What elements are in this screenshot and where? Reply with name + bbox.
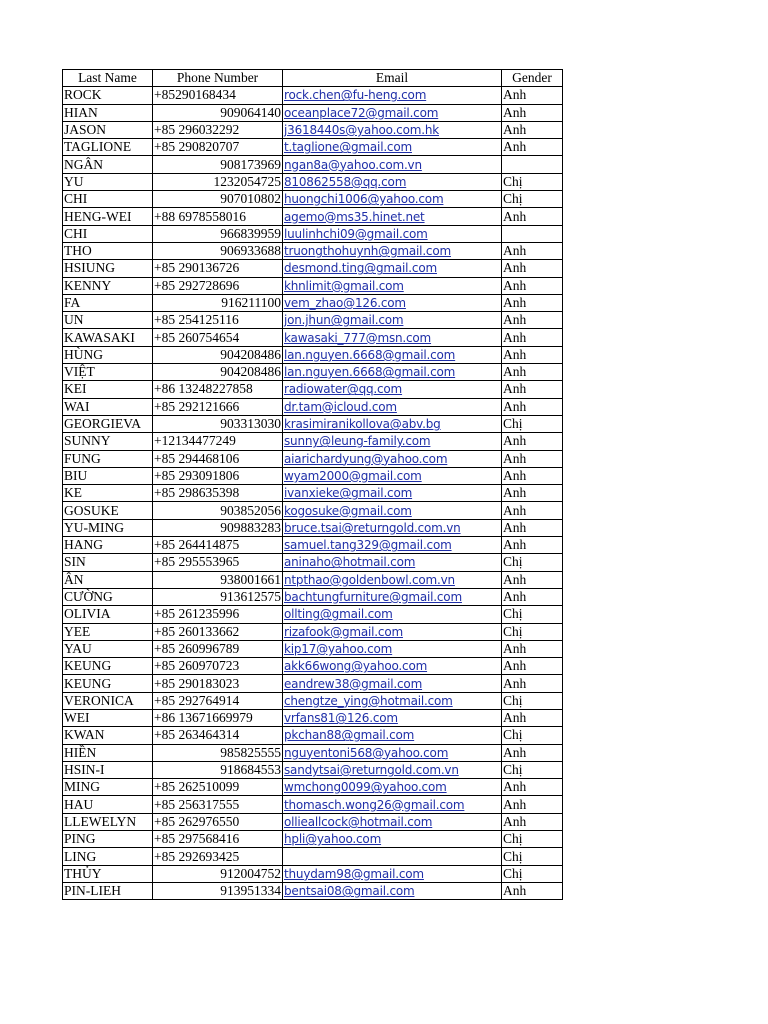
email-cell [283, 831, 502, 848]
last-name-cell: GEORGIEVA [63, 415, 153, 432]
email-link[interactable]: eandrew38@gmail.com [284, 676, 423, 691]
gender-cell: Chị [502, 173, 563, 190]
email-link[interactable]: lan.nguyen.6668@gmail.com [284, 365, 456, 380]
gender-cell: Anh [502, 329, 563, 346]
gender-cell: Anh [502, 121, 563, 138]
email-link[interactable]: wmchong0099@yahoo.com [284, 780, 447, 795]
table-row [63, 779, 563, 796]
email-link[interactable]: kip17@yahoo.com [284, 641, 393, 656]
table-row [63, 415, 563, 432]
gender-cell: Anh [502, 277, 563, 294]
table-row [63, 709, 563, 726]
email-cell [283, 467, 502, 484]
last-name-cell: THỦY [63, 865, 153, 882]
email-cell [283, 640, 502, 657]
phone-number-cell: +85 260996789 [153, 640, 283, 657]
table-row [63, 640, 563, 657]
phone-number-cell: +85 262976550 [153, 813, 283, 830]
gender-cell: Anh [502, 260, 563, 277]
email-link[interactable]: radiowater@qq.com [284, 382, 403, 397]
email-cell [283, 727, 502, 744]
phone-number-cell: +85 260754654 [153, 329, 283, 346]
gender-cell: Anh [502, 450, 563, 467]
gender-cell: Anh [502, 813, 563, 830]
table-row [63, 761, 563, 778]
table-row [63, 727, 563, 744]
email-link[interactable]: dr.tam@icloud.com [284, 399, 397, 414]
last-name-cell: SIN [63, 554, 153, 571]
phone-number-cell: +85 292121666 [153, 398, 283, 415]
last-name-cell: GOSUKE [63, 502, 153, 519]
email-link[interactable]: bachtungfurniture@gmail.com [284, 590, 462, 605]
last-name-cell: YAU [63, 640, 153, 657]
gender-cell: Anh [502, 537, 563, 554]
email-link[interactable]: lan.nguyen.6668@gmail.com [284, 347, 456, 362]
table-row [63, 588, 563, 605]
table-row [63, 623, 563, 640]
phone-number-cell: +85 296032292 [153, 121, 283, 138]
last-name-cell: HSIN-I [63, 761, 153, 778]
table-row [63, 398, 563, 415]
email-cell [283, 658, 502, 675]
phone-number-cell: +85 292728696 [153, 277, 283, 294]
email-cell [283, 398, 502, 415]
last-name-cell: NGÂN [63, 156, 153, 173]
last-name-cell: YU [63, 173, 153, 190]
gender-cell: Anh [502, 571, 563, 588]
last-name-cell: PING [63, 831, 153, 848]
table-row [63, 87, 563, 104]
email-cell [283, 277, 502, 294]
phone-number-cell: +85 295553965 [153, 554, 283, 571]
last-name-cell: FUNG [63, 450, 153, 467]
email-cell [283, 225, 502, 242]
email-cell [283, 554, 502, 571]
gender-cell: Anh [502, 364, 563, 381]
phone-number-cell: +85 292764914 [153, 692, 283, 709]
phone-number-cell: 1232054725 [153, 173, 283, 190]
gender-cell: Chị [502, 865, 563, 882]
email-cell [283, 156, 502, 173]
last-name-cell: UN [63, 312, 153, 329]
phone-number-cell: +85 290820707 [153, 139, 283, 156]
table-body [63, 87, 563, 900]
email-cell [283, 485, 502, 502]
last-name-cell: HSIUNG [63, 260, 153, 277]
last-name-cell: HENG-WEI [63, 208, 153, 225]
email-link[interactable]: ollieallcock@hotmail.com [284, 814, 433, 829]
email-link[interactable]: chengtze_ying@hotmail.com [284, 693, 453, 708]
email-link[interactable]: rizafook@gmail.com [284, 624, 403, 639]
table-row [63, 571, 563, 588]
email-cell [283, 692, 502, 709]
phone-number-cell: 906933688 [153, 242, 283, 259]
email-link[interactable]: 810862558@qq.com [284, 174, 407, 189]
email-link[interactable]: samuel.tang329@gmail.com [284, 538, 452, 553]
phone-number-cell: +85 256317555 [153, 796, 283, 813]
last-name-cell: VIỆT [63, 364, 153, 381]
column-header-last-name: Last Name [63, 70, 153, 87]
contacts-table [62, 69, 563, 900]
table-row [63, 813, 563, 830]
gender-cell: Chị [502, 191, 563, 208]
last-name-cell: HIAN [63, 104, 153, 121]
gender-cell: Anh [502, 312, 563, 329]
email-link[interactable]: oceanplace72@gmail.com [284, 105, 439, 120]
gender-cell: Anh [502, 640, 563, 657]
gender-cell: Anh [502, 242, 563, 259]
gender-cell: Chị [502, 606, 563, 623]
email-link[interactable]: luulinhchi09@gmail.com [284, 226, 428, 241]
email-cell [283, 865, 502, 882]
email-cell [283, 364, 502, 381]
email-cell [283, 882, 502, 899]
phone-number-cell: 912004752 [153, 865, 283, 882]
email-cell [283, 87, 502, 104]
email-cell [283, 761, 502, 778]
table-row [63, 831, 563, 848]
phone-number-cell: 966839959 [153, 225, 283, 242]
last-name-cell: WAI [63, 398, 153, 415]
gender-cell: Anh [502, 779, 563, 796]
table-row [63, 173, 563, 190]
table-row [63, 242, 563, 259]
table-row [63, 208, 563, 225]
last-name-cell: YU-MING [63, 519, 153, 536]
table-row [63, 658, 563, 675]
email-cell [283, 104, 502, 121]
gender-cell: Chị [502, 761, 563, 778]
table-row [63, 502, 563, 519]
email-cell [283, 312, 502, 329]
table-row [63, 104, 563, 121]
table-row [63, 139, 563, 156]
phone-number-cell: +85 260970723 [153, 658, 283, 675]
phone-number-cell: +85 260133662 [153, 623, 283, 640]
gender-cell: Anh [502, 502, 563, 519]
last-name-cell: JASON [63, 121, 153, 138]
email-link[interactable]: truongthohuynh@gmail.com [284, 244, 451, 259]
email-cell [283, 779, 502, 796]
phone-number-cell: 913612575 [153, 588, 283, 605]
email-cell [283, 346, 502, 363]
email-link[interactable]: rock.chen@fu-heng.com [284, 88, 427, 103]
last-name-cell: KWAN [63, 727, 153, 744]
table-row [63, 381, 563, 398]
phone-number-cell: 904208486 [153, 364, 283, 381]
last-name-cell: CHI [63, 191, 153, 208]
email-cell [283, 433, 502, 450]
email-link[interactable]: krasimiranikollova@abv.bg [284, 417, 441, 432]
phone-number-cell: 916211100 [153, 294, 283, 311]
last-name-cell: KAWASAKI [63, 329, 153, 346]
table-row [63, 554, 563, 571]
column-header-phone-number: Phone Number [153, 70, 283, 87]
table-row [63, 882, 563, 899]
phone-number-cell: +85290168434 [153, 87, 283, 104]
last-name-cell: CHI [63, 225, 153, 242]
gender-cell: Anh [502, 882, 563, 899]
phone-number-cell: +85 293091806 [153, 467, 283, 484]
email-link[interactable]: t.taglione@gmail.com [284, 140, 412, 155]
phone-number-cell: 913951334 [153, 882, 283, 899]
email-link[interactable]: thomasch.wong26@gmail.com [284, 797, 465, 812]
email-cell [283, 623, 502, 640]
gender-cell: Anh [502, 87, 563, 104]
email-cell [283, 242, 502, 259]
phone-number-cell: +12134477249 [153, 433, 283, 450]
table-row [63, 450, 563, 467]
gender-cell: Anh [502, 294, 563, 311]
gender-cell: Chị [502, 727, 563, 744]
column-header-gender: Gender [502, 70, 563, 87]
email-link[interactable]: kogosuke@gmail.com [284, 503, 412, 518]
email-cell [283, 744, 502, 761]
table-row [63, 848, 563, 865]
email-link[interactable]: nguyentoni568@yahoo.com [284, 745, 449, 760]
phone-number-cell: 903852056 [153, 502, 283, 519]
table-row [63, 467, 563, 484]
table-row [63, 537, 563, 554]
last-name-cell: HANG [63, 537, 153, 554]
last-name-cell: HIỀN [63, 744, 153, 761]
gender-cell: Anh [502, 588, 563, 605]
table-row [63, 329, 563, 346]
last-name-cell: LING [63, 848, 153, 865]
last-name-cell: MING [63, 779, 153, 796]
email-cell [283, 502, 502, 519]
phone-number-cell: 938001661 [153, 571, 283, 588]
table-row [63, 364, 563, 381]
gender-cell: Anh [502, 346, 563, 363]
table-row [63, 606, 563, 623]
email-link[interactable]: jon.jhun@gmail.com [284, 313, 404, 328]
gender-cell: Anh [502, 485, 563, 502]
email-cell [283, 208, 502, 225]
last-name-cell: KE [63, 485, 153, 502]
phone-number-cell: 903313030 [153, 415, 283, 432]
gender-cell: Anh [502, 658, 563, 675]
email-link[interactable]: aninaho@hotmail.com [284, 555, 416, 570]
table-row [63, 519, 563, 536]
phone-number-cell: +85 290136726 [153, 260, 283, 277]
gender-cell: Anh [502, 433, 563, 450]
gender-cell [502, 225, 563, 242]
gender-cell: Anh [502, 381, 563, 398]
gender-cell: Chị [502, 554, 563, 571]
last-name-cell: ÂN [63, 571, 153, 588]
table-row [63, 277, 563, 294]
email-link[interactable]: hpli@yahoo.com [284, 832, 382, 847]
email-cell [283, 813, 502, 830]
table-row [63, 744, 563, 761]
phone-number-cell: +85 297568416 [153, 831, 283, 848]
email-cell [283, 675, 502, 692]
email-link[interactable]: sunny@leung-family.com [284, 434, 431, 449]
gender-cell: Anh [502, 709, 563, 726]
last-name-cell: KEUNG [63, 658, 153, 675]
email-cell [283, 121, 502, 138]
gender-cell: Anh [502, 139, 563, 156]
email-link[interactable]: ntpthao@goldenbowl.com.vn [284, 572, 455, 587]
email-link[interactable]: thuydam98@gmail.com [284, 866, 424, 881]
gender-cell: Anh [502, 796, 563, 813]
phone-number-cell: +85 292693425 [153, 848, 283, 865]
table-row [63, 485, 563, 502]
email-link[interactable]: agemo@ms35.hinet.net [284, 209, 425, 224]
email-cell [283, 571, 502, 588]
last-name-cell: KENNY [63, 277, 153, 294]
phone-number-cell: +85 290183023 [153, 675, 283, 692]
email-cell [283, 329, 502, 346]
last-name-cell: KEI [63, 381, 153, 398]
email-link[interactable]: bruce.tsai@returngold.com.vn [284, 520, 461, 535]
phone-number-cell: +85 262510099 [153, 779, 283, 796]
email-link[interactable]: sandytsai@returngold.com.vn [284, 763, 459, 778]
email-cell [283, 519, 502, 536]
column-header-email: Email [283, 70, 502, 87]
email-link[interactable]: wyam2000@gmail.com [284, 468, 422, 483]
last-name-cell: TAGLIONE [63, 139, 153, 156]
phone-number-cell: +85 263464314 [153, 727, 283, 744]
table-row [63, 433, 563, 450]
phone-number-cell: +85 294468106 [153, 450, 283, 467]
table-row [63, 346, 563, 363]
gender-cell: Chị [502, 623, 563, 640]
last-name-cell: CƯỜNG [63, 588, 153, 605]
email-cell [283, 848, 502, 865]
last-name-cell: WEI [63, 709, 153, 726]
phone-number-cell: 904208486 [153, 346, 283, 363]
gender-cell: Chị [502, 831, 563, 848]
email-link[interactable]: kawasaki_777@msn.com [284, 330, 432, 345]
phone-number-cell: +85 254125116 [153, 312, 283, 329]
table-row [63, 675, 563, 692]
email-cell [283, 709, 502, 726]
email-cell [283, 260, 502, 277]
last-name-cell: HAU [63, 796, 153, 813]
phone-number-cell: +88 6978558016 [153, 208, 283, 225]
gender-cell: Chị [502, 848, 563, 865]
email-cell [283, 381, 502, 398]
email-link[interactable]: vrfans81@126.com [284, 711, 398, 726]
email-link[interactable]: ngan8a@yahoo.com.vn [284, 157, 422, 172]
table-row [63, 796, 563, 813]
last-name-cell: VERONICA [63, 692, 153, 709]
email-cell [283, 537, 502, 554]
email-cell [283, 606, 502, 623]
email-cell [283, 191, 502, 208]
table-row [63, 156, 563, 173]
header-row [63, 70, 563, 87]
phone-number-cell: 907010802 [153, 191, 283, 208]
email-cell [283, 294, 502, 311]
table-row [63, 225, 563, 242]
email-link[interactable]: akk66wong@yahoo.com [284, 659, 428, 674]
email-cell [283, 588, 502, 605]
email-cell [283, 139, 502, 156]
email-link[interactable]: bentsai08@gmail.com [284, 884, 415, 899]
table-row [63, 865, 563, 882]
last-name-cell: YEE [63, 623, 153, 640]
email-link[interactable]: khnlimit@gmail.com [284, 278, 404, 293]
email-link[interactable]: vem_zhao@126.com [284, 296, 406, 310]
phone-number-cell: 909064140 [153, 104, 283, 121]
phone-number-cell: 908173969 [153, 156, 283, 173]
table-row [63, 121, 563, 138]
email-link[interactable]: aiarichardyung@yahoo.com [284, 451, 448, 466]
email-link[interactable]: desmond.ting@gmail.com [284, 261, 437, 276]
last-name-cell: KEUNG [63, 675, 153, 692]
email-cell [283, 796, 502, 813]
gender-cell: Anh [502, 675, 563, 692]
last-name-cell: FA [63, 294, 153, 311]
last-name-cell: SUNNY [63, 433, 153, 450]
gender-cell: Anh [502, 744, 563, 761]
phone-number-cell: 918684553 [153, 761, 283, 778]
table-row [63, 692, 563, 709]
gender-cell: Anh [502, 208, 563, 225]
phone-number-cell: +86 13248227858 [153, 381, 283, 398]
email-link[interactable]: ivanxieke@gmail.com [284, 486, 413, 501]
phone-number-cell: +85 298635398 [153, 485, 283, 502]
email-link[interactable]: pkchan88@gmail.com [284, 728, 415, 743]
phone-number-cell: 985825555 [153, 744, 283, 761]
last-name-cell: HÙNG [63, 346, 153, 363]
last-name-cell: BIU [63, 467, 153, 484]
gender-cell: Chị [502, 415, 563, 432]
table-row [63, 294, 563, 311]
table-row [63, 312, 563, 329]
gender-cell: Anh [502, 519, 563, 536]
phone-number-cell: 909883283 [153, 519, 283, 536]
email-cell [283, 415, 502, 432]
gender-cell: Chị [502, 692, 563, 709]
phone-number-cell: +85 261235996 [153, 606, 283, 623]
email-link[interactable]: j3618440s@yahoo.com.hk [284, 123, 439, 138]
gender-cell: Anh [502, 104, 563, 121]
last-name-cell: PIN-LIEH [63, 882, 153, 899]
email-link[interactable]: ollting@gmail.com [284, 607, 393, 622]
gender-cell [502, 156, 563, 173]
phone-number-cell: +85 264414875 [153, 537, 283, 554]
last-name-cell: OLIVIA [63, 606, 153, 623]
last-name-cell: THO [63, 242, 153, 259]
table-row [63, 191, 563, 208]
email-cell [283, 450, 502, 467]
last-name-cell: ROCK [63, 87, 153, 104]
table-row [63, 260, 563, 277]
gender-cell: Anh [502, 467, 563, 484]
phone-number-cell: +86 13671669979 [153, 709, 283, 726]
last-name-cell: LLEWELYN [63, 813, 153, 830]
email-cell [283, 173, 502, 190]
gender-cell: Anh [502, 398, 563, 415]
email-link[interactable]: huongchi1006@yahoo.com [284, 192, 444, 207]
